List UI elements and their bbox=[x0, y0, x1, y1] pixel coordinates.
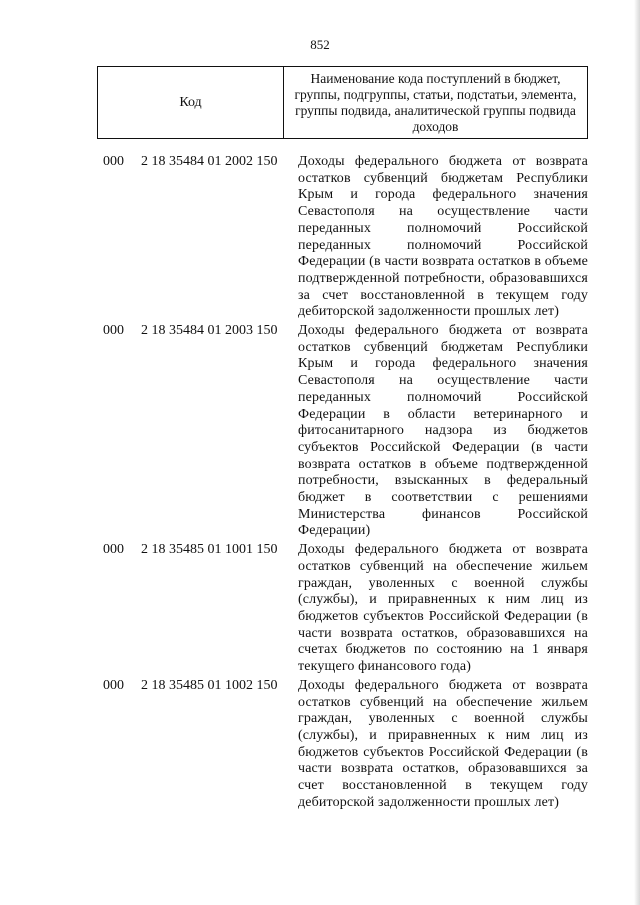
table-row bbox=[97, 154, 588, 321]
table-row bbox=[97, 323, 588, 540]
row-prefix: 000 bbox=[103, 542, 124, 558]
row-code: 2 18 35485 01 1001 150 bbox=[141, 542, 278, 558]
header-name-cell: Наименование кода поступлений в бюджет, группы, подгруппы, статьи, подстатьи, элемента, группы подвида, аналитической группы подвида доходов bbox=[294, 70, 577, 134]
row-code: 2 18 35484 01 2002 150 bbox=[141, 154, 278, 169]
row-prefix: 000 bbox=[103, 154, 124, 169]
entries-list bbox=[97, 154, 588, 813]
header-code-cell: Код bbox=[98, 67, 284, 138]
table-row bbox=[97, 542, 588, 676]
row-prefix: 000 bbox=[103, 323, 124, 339]
page-number: 852 bbox=[310, 37, 330, 52]
row-description: Доходы федерального бюджета от возврата остатков субвенций бюджетам Республики Крым и города федерального значения Севастополя на осуществление части переданных полномочий Российской переданных полномочий Российской Федерации (в части возврата остатков в объеме подтвержденной потребности, образовавшихся за счет восстановленной в текущем году дебиторской задолженности прошлых лет) bbox=[298, 154, 588, 320]
row-description: Доходы федерального бюджета от возврата остатков субвенций бюджетам Республики Крым и города федерального значения Севастополя на осуществление части переданных полномочий Российской Федерации в области ветеринарного и фитосанитарного надзора из бюджетов субъектов Российской Федерации (в части возврата остатков в объеме подтвержденной потребности, взысканных в федеральный бюджет в соответствии с решениями Министерства финансов Российской Федерации) bbox=[298, 323, 588, 539]
row-description: Доходы федерального бюджета от возврата остатков субвенций на обеспечение жильем граждан, уволенных с военной службы (службы), и приравненных к ним лиц из бюджетов субъектов Российской Федерации (в части возврата остатков, образовавшихся за счет восстановленной в текущем году дебиторской задолженности прошлых лет) bbox=[298, 677, 588, 810]
table-row bbox=[97, 678, 588, 812]
row-prefix: 000 bbox=[103, 677, 124, 693]
page-edge-shadow bbox=[634, 0, 640, 905]
row-code: 2 18 35484 01 2003 150 bbox=[141, 323, 278, 339]
row-code: 2 18 35485 01 1002 150 bbox=[141, 677, 278, 693]
table-header bbox=[97, 66, 588, 139]
row-description: Доходы федерального бюджета от возврата остатков субвенций на обеспечение жильем граждан, уволенных с военной службы (службы), и приравненных к ним лиц из бюджетов субъектов Российской Федерации (в части возврата остатков, образовавшихся на счетах бюджетов по состоянию на 1 января текущего финансового года) bbox=[298, 542, 588, 675]
